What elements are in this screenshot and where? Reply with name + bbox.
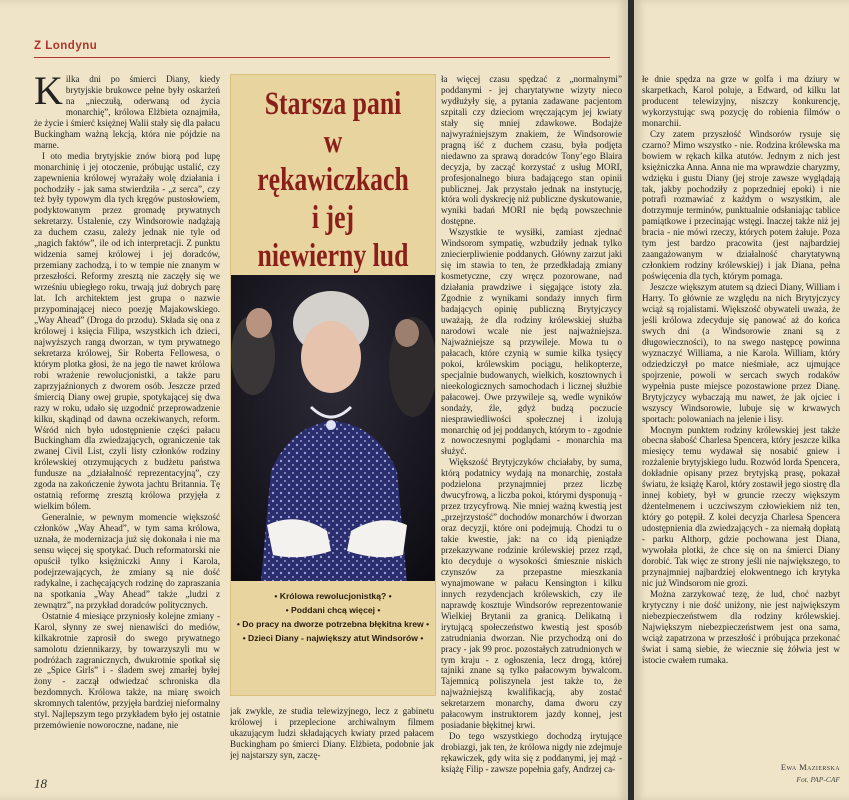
headline-line: w rękawiczkach xyxy=(257,124,409,198)
paragraph: Generalnie, w pewnym momencie większość członków „Way Ahead”, w tym sama królowa, uznała, że modernizacja już się dokonała i nie ma sensu więcej się spotykać. Duch reformatorski nie opuścił tylko księżniczki Anny i Karola, podejrzewających, że zmiany są nie dość radykalne, i zachęcających rodzinę do zapraszania na spotkania „Way Ahead” także „ludzi z zewnątrz”, na przykład doradców politycznych. xyxy=(34,512,220,610)
paragraph: Czy zatem przyszłość Windsorów rysuje się czarno? Mimo wszystko - nie. Rodzina królewska ma bowiem w rękach kilka atutów. Jednym z nich jest księżniczka Anna. Anna nie ma wprawdzie charyzmy, wdzięku i gustu Diany (jej stroje zawsze wyglądają tak, jakby pochodziły z poprzedniej epoki) i nie potrafi rozmawiać z każdym o wszystkim, ale dotrzymuje terminów, punktualnie odsłaniając tablice pamiątkowe i przecinając wstęgi. Inaczej także niż jej bracia - nie mówi rzeczy, których potem żałuje. Poza tym jest bardzo pracowita (jest najbardziej zaangażowanym w działalność charytatywną członkiem rodziny królewskiej) i jak Diana, pełna poświęcenia dla tych, którym pomaga. xyxy=(642,128,840,282)
paragraph: jak zwykle, ze studia telewizyjnego, lecz z gabinetu królowej i przeplecione archiwalnym filmem ukazującym ludzi składających kwiaty przed pałacem Buckingham po śmierci Diany. Elżbieta, podobnie jak jej najstarszy syn, zaczę- xyxy=(230,706,434,760)
section-rule xyxy=(34,57,610,58)
headline-line: niewierny lud xyxy=(257,238,409,274)
headline xyxy=(253,85,412,275)
teaser-bullet: • Poddani chcą więcej • xyxy=(285,605,381,615)
headline-line: i jej xyxy=(311,200,355,236)
teaser-bullet: • Królowa rewolucjonistką? • xyxy=(274,591,392,601)
paragraph: Mocnym punktem rodziny królewskiej jest także obecna słabość Charlesa Spencera, który jeszcze kilka miesięcy temu wydawał się nosabić gniew i rozżalenie brytyjskiego ludu. Rozwód lorda Spencera, dokładnie opisany przez brytyjską prasę, pokazał światu, że książę Karol, który zostawił jego siostrę dla innej kobiety, był w gruncie rzeczy większym dżentelmenem i uczciwszym człowiekiem niż ten, który go potępił. Z kolei decyzja Charlesa Spencera udostępnienia dla zwiedzających - za niemałą dopłatą - parku Althorp, gdzie pochowana jest Diana, wywołała plotki, że chce się on na śmierci Diany dorobić. Tak więc ze strony jeśli nie największego, to przynajmniej najbardziej elokwentnego ich krytyka nic już Windsorom nie grozi. xyxy=(642,424,840,588)
paragraph: ła więcej czasu spędzać z „normalnymi” poddanymi - jej charytatywne wizyty nieco wydłużyły się, a pytania zadawane pacjentom szpitali czy dzieciom wręczającym jej kwiaty stały się mniej zdawkowe. Bodajże najwyraźniejszym znakiem, że Windsorowie pragną iść z duchem czasu, była podjęta niedawno za sprawą doradców Tony’ego Blaira decyzja, by zacząć korzystać z usług MORI, profesjonalnego biura badającego stan opinii publicznej. Jak przystało jednak na instytucję, która woli dyskrecję niż publiczne dyskutowanie, wyniki badań MORI nie będą powszechnie dostępne. xyxy=(441,74,622,227)
article-column-4 xyxy=(642,74,840,714)
photo-credit: Fot. PAP-CAF xyxy=(796,775,840,784)
queen-photo-illustration xyxy=(231,275,435,581)
teaser-bullet: • Do pracy na dworze potrzebna błękitna krew • xyxy=(236,619,430,629)
teaser-bullet: • Dzieci Diany - największy atut Windsorów • xyxy=(242,633,424,643)
author-byline: Ewa Mazierska xyxy=(780,762,840,772)
teaser-bullets xyxy=(231,589,435,645)
headline-sidebar xyxy=(230,74,436,696)
article-column-2-continuation xyxy=(230,706,434,788)
article-column-3 xyxy=(441,74,622,780)
lead-text: ilka dni po śmierci Diany, kiedy brytyjskie brukowce pełne były oskarżeń na „nieczułą, oderwaną od życia monarchię”, królowa Elżbieta oznajmiła, że życie i śmierć księżnej Walii stały się dla pałacu Buckingham ważną lekcją, która nie pójdzie na marne. xyxy=(34,74,220,150)
headline-line: Starsza pani xyxy=(264,86,402,122)
paragraph: Jeszcze większym atutem są dzieci Diany, William i Harry. To głównie ze względu na nich Brytyjczycy wciąż są rojalistami. Większość obywateli uważa, że jeśli królowa zdecyduje się panować aż do końca swych dni (a Windsorowie znani są z długowieczności), to na swego następcę powinna wyznaczyć Williama, a nie Karola. William, który odziedziczył po matce nieśmiałe, acz ujmujące spojrzenie, powoli w sercach swych rodaków wypełnia puste miejsce pozostawione przez Dianę. Brytyjczycy wybaczają mu nawet, że jak ojciec i wszyscy Windsorowie, lubuje się w krwawych sportach: polowaniach na jelenie i lisy. xyxy=(642,282,840,424)
paragraph: Ostatnie 4 miesiące przyniosły kolejne zmiany - Karol, słynny ze swej nienawiści do mediów, kilkakrotnie zaprosił do swego prywatnego samolotu dziennikarzy, by towarzyszyli mu w podróżach zagranicznych, dwukrotnie spotkał się ze „Spice Girls” i - śladem swej zmarłej byłej żony - zaczął odwiedzać schroniska dla bezdomnych. Królowa także, na miarę swoich skromnych talentów, przyjęła bardziej nieformalny styl. Najlepszym tego przykładem było jej ostatnie przemówienie noworoczne, nadane, nie xyxy=(34,610,220,731)
paragraph: I oto media brytyjskie znów biorą pod lupę monarchinię i jej otoczenie, próbując ustalić, czy zapewnienia królowej wyrażały wolę działania i pochodziły - jak sama stwierdziła - „z serca”, czy też były typowym dla tych kręgów pustosłowiem, podyktowanym przez gromadę prywatnych sekretarzy. Ustalenie, czy Windsorowie nadążają za duchem czasu, zależy jednak nie tyle od „nagich faktów”, ile od ich interpretacji. Z punktu widzenia samej królowej i jej doradców, przemiany zachodzą, i to w tempie nie znanym w przeszłości. Reformy zresztą nie zaczęły się we wrześniu ubiegłego roku, trwają już dobrych parę lat. Ich architektem jest grupa o nazwie przypominającej nieco poezję Majakowskiego. „Way Ahead” (Droga do przodu). Składa się ona z królowej i księcia Filipa, wszystkich ich dzieci, najwyższych rangą dworzan, w tym prywatnego sekretarza królowej, Sir Roberta Fellowesa, o którym plotka głosi, że na jego tle nawet królowa robi wrażenie rewolucjonistki, a także paru zaprzyjaźnionych z dworem osób. Jeszcze przed śmiercią Diany owej grupie, spotykającej się dwa razy w roku, udało się uzgodnić przeprowadzenie kilku, skądinąd od dawna oczekiwanych, reform. Wśród nich było udostępnienie części pałacu Buckingham dla zwiedzających, ograniczenie tak zwanej Civil List, czyli listy członków rodziny królewskiej otrzymujących z budżetu państwa fundusze na „działalność reprezentacyjną”, czy zgoda na zakończenie żywota jachtu Britannia. Tę ostatnią reformę zresztą królowa przyjęła z wielkim bólem. xyxy=(34,150,220,512)
lead-paragraph xyxy=(34,74,220,151)
paragraph: Do tego wszystkiego dochodzą irytujące drobiazgi, jak ten, że królowa nigdy nie zdejmuje rękawiczek, gdy wita się z poddanymi, jej mąż - książę Filip - zawsze popełnia gafy, Andrzej ca- xyxy=(441,731,622,775)
paragraph: Można zarzykować tezę, że lud, choć nazbyt krytyczny i nie dość uniżony, nie jest największym niebezpieczeństwem dla rodziny królewskiej. Największym niebezpieczeństwem jest ona sama, wciąż zapatrzona w przeszłość i próbująca przekonać świat i samą siebie, że wiecznie się żółwia jest w istocie cwałem rumaka. xyxy=(642,588,840,665)
drop-cap: K xyxy=(34,74,63,113)
paragraph: Większość Brytyjczyków chciałaby, by suma, którą podatnicy wydają na monarchię, została podzielona przynajmniej przez liczbę dwucyfrową, a liczba pokoi, którymi dysponują - przez trzycyfrową. Nie mniej ważną kwestią jest „przejrzystość” dochodów monarchów i dworzan oraz decyzji, które oni podejmują. Chodzi tu o takie kwestie, jak: na co idą pieniądze przekazywane rodzinie królewskiej przez rząd, kto decyduje o wysokości śmiesznie niskich czynszów za przepastne mieszkania wynajmowane w pałacu Kensington i kilku innych rezydencjach królewskich, czy ile naprawdę kosztuje Windsorów reprezentowanie Wielkiej Brytanii za granicą. Delikatną i irytującą społeczeństwo kwestią jest sposób zatrudniania dworzan. Nie przychodzą oni do pracy - jak 99 proc. pozostałych zatrudnionych w tym kraju - z ogłoszenia, lecz drogą, której tajniki znane są tylko pałacowym bywalcom. Tajemnicą poliszynela jest także to, że najważniejszą kwalifikacją, aby zostać sekretarzem monarchy, dama dworu czy pałacowym instruktorem jazdy konnej, jest posiadanie błękitnej krwi. xyxy=(441,457,622,731)
article-column-1 xyxy=(34,74,220,788)
section-label: Z Londynu xyxy=(34,40,98,52)
paragraph: Wszystkie te wysiłki, zamiast zjednać Windsorom sympatię, wzbudziły jednak tylko zniecierpliwienie poddanych. Główny zarzut jaki się im stawia to ten, że przedkładają zmiany kosmetyczne, czy wręcz pozorowane, nad działania prawdziwe i sięgające istoty zła. Zgodnie z wynikami sondaży innych firm badających opinię publiczną Brytyjczycy uważają, że dla rodziny królewskiej służba narodowi wcale nie jest najważniejsza. Najważniejsze są przywileje. Mowa tu o pałacach, które czynią w sumie kilka tysięcy pokoi, królewskim pociągu, helikopterze, specjalnie budowanych, wielkich, kosztownych i nieekologicznych samochodach i licznej służbie pałacowej. Owe przywileje są, wedle wyników sondaży, źle, gdyż budzą poczucie niesprawiedliwości społecznej i izolują monarchię od jej poddanych, którym to - zgodnie z nowoczesnymi poglądami - monarchia ma służyć. xyxy=(441,227,622,457)
right-page xyxy=(634,0,849,800)
page-number: 18 xyxy=(34,776,47,791)
paragraph: łe dnie spędza na grze w golfa i ma dziury w skarpetkach, Karol poluje, a Edward, od kilku lat producent telewizyjny, niszczy konkurencję, wykorzystując swą pozycję do robienia filmów o monarchii. xyxy=(642,74,840,128)
queen-photo xyxy=(231,275,435,581)
